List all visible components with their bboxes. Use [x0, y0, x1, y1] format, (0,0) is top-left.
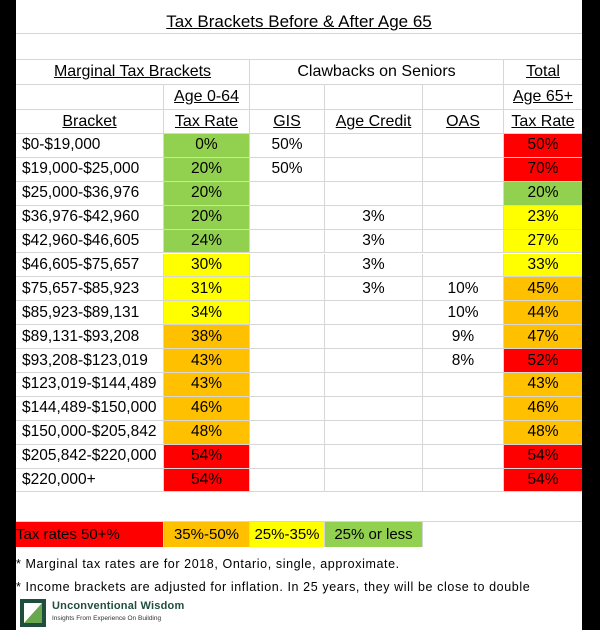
age-credit-cell: 3%	[325, 277, 423, 300]
total-rate-cell: 44%	[504, 301, 582, 324]
section-marginal: Marginal Tax Brackets	[16, 60, 250, 84]
oas-cell	[423, 254, 504, 277]
total-rate-cell: 46%	[504, 397, 582, 420]
note-marginal-rates: * Marginal tax rates are for 2018, Ontario, single, approximate.	[16, 557, 400, 571]
subheader-age-65-plus: Age 65+	[512, 88, 574, 105]
col-oas: OAS	[423, 110, 504, 133]
table-row	[16, 277, 582, 301]
logo-mark-icon	[20, 599, 46, 627]
oas-cell	[423, 158, 504, 181]
tax-rate-cell: 54%	[164, 469, 250, 492]
oas-cell: 10%	[423, 301, 504, 324]
total-rate-cell: 54%	[504, 469, 582, 492]
total-rate-cell: 45%	[504, 277, 582, 300]
tax-rate-cell: 30%	[164, 254, 250, 277]
total-rate-cell: 70%	[504, 158, 582, 181]
gis-cell	[250, 254, 325, 277]
gis-cell	[250, 445, 325, 468]
age-credit-cell	[325, 445, 423, 468]
logo	[20, 597, 220, 629]
page-title: Tax Brackets Before & After Age 65	[166, 11, 432, 31]
column-header-row	[16, 110, 582, 134]
bracket-cell: $46,605-$75,657	[16, 254, 164, 277]
bracket-cell: $205,842-$220,000	[16, 445, 164, 468]
age-credit-cell	[325, 182, 423, 205]
table-row	[16, 373, 582, 397]
gis-cell	[250, 277, 325, 300]
gis-cell: 50%	[250, 134, 325, 157]
logo-tagline: Insights From Experience On Building	[52, 615, 162, 622]
oas-cell	[423, 421, 504, 444]
bracket-cell: $220,000+	[16, 469, 164, 492]
tax-rate-cell: 46%	[164, 397, 250, 420]
section-total: Total	[526, 63, 560, 80]
tax-rate-cell: 43%	[164, 373, 250, 396]
total-rate-cell: 20%	[504, 182, 582, 205]
oas-cell	[423, 134, 504, 157]
total-rate-cell: 43%	[504, 373, 582, 396]
bracket-cell: $85,923-$89,131	[16, 301, 164, 324]
note-inflation: * Income brackets are adjusted for inflation. In 25 years, they will be close to double	[16, 580, 531, 594]
bracket-cell: $93,208-$123,019	[16, 349, 164, 372]
age-credit-cell: 3%	[325, 206, 423, 229]
spacer-row	[16, 34, 582, 60]
gis-cell: 50%	[250, 158, 325, 181]
oas-cell: 9%	[423, 325, 504, 348]
tax-rate-cell: 24%	[164, 230, 250, 253]
oas-cell	[423, 445, 504, 468]
age-credit-cell: 3%	[325, 230, 423, 253]
total-rate-cell: 48%	[504, 421, 582, 444]
table-row	[16, 182, 582, 206]
bracket-cell: $36,976-$42,960	[16, 206, 164, 229]
gis-cell	[250, 397, 325, 420]
bracket-cell: $25,000-$36,976	[16, 182, 164, 205]
age-credit-cell	[325, 469, 423, 492]
tax-rate-cell: 20%	[164, 158, 250, 181]
total-rate-cell: 33%	[504, 254, 582, 277]
total-rate-cell: 54%	[504, 445, 582, 468]
spreadsheet	[16, 0, 582, 630]
col-age-credit: Age Credit	[325, 110, 423, 133]
oas-cell	[423, 469, 504, 492]
table-row	[16, 254, 582, 278]
oas-cell	[423, 373, 504, 396]
tax-rate-cell: 31%	[164, 277, 250, 300]
tax-rate-cell: 20%	[164, 206, 250, 229]
bracket-cell: $19,000-$25,000	[16, 158, 164, 181]
table-row	[16, 158, 582, 182]
total-rate-cell: 47%	[504, 325, 582, 348]
table-row	[16, 445, 582, 469]
tax-rate-cell: 54%	[164, 445, 250, 468]
section-clawbacks: Clawbacks on Seniors	[250, 60, 504, 84]
tax-rate-cell: 0%	[164, 134, 250, 157]
total-rate-cell: 52%	[504, 349, 582, 372]
gis-cell	[250, 301, 325, 324]
subheader-age-0-64: Age 0-64	[164, 85, 250, 109]
table-row	[16, 349, 582, 373]
total-rate-cell: 50%	[504, 134, 582, 157]
col-gis: GIS	[250, 110, 325, 133]
col-tax-rate: Tax Rate	[164, 110, 250, 133]
tax-rate-cell: 43%	[164, 349, 250, 372]
age-credit-cell	[325, 373, 423, 396]
logo-name: Unconventional Wisdom	[52, 600, 185, 612]
age-credit-cell	[325, 349, 423, 372]
age-credit-cell	[325, 158, 423, 181]
bracket-cell: $0-$19,000	[16, 134, 164, 157]
total-rate-cell: 23%	[504, 206, 582, 229]
gis-cell	[250, 469, 325, 492]
gis-cell	[250, 206, 325, 229]
bracket-cell: $123,019-$144,489	[16, 373, 164, 396]
tax-rate-cell: 34%	[164, 301, 250, 324]
oas-cell	[423, 397, 504, 420]
gis-cell	[250, 349, 325, 372]
oas-cell: 8%	[423, 349, 504, 372]
gis-cell	[250, 421, 325, 444]
legend-orange: 35%-50%	[164, 522, 250, 547]
age-credit-cell	[325, 134, 423, 157]
oas-cell	[423, 182, 504, 205]
age-credit-cell: 3%	[325, 254, 423, 277]
col-bracket: Bracket	[16, 110, 164, 133]
age-credit-cell	[325, 325, 423, 348]
bracket-cell: $75,657-$85,923	[16, 277, 164, 300]
age-credit-cell	[325, 421, 423, 444]
gis-cell	[250, 230, 325, 253]
section-header-row	[16, 60, 582, 85]
tax-rate-cell: 48%	[164, 421, 250, 444]
table-row	[16, 397, 582, 421]
table-row	[16, 301, 582, 325]
gis-cell	[250, 182, 325, 205]
oas-cell	[423, 206, 504, 229]
legend-red: Tax rates 50+%	[16, 522, 164, 547]
table-row	[16, 469, 582, 493]
oas-cell: 10%	[423, 277, 504, 300]
table-row	[16, 325, 582, 349]
col-total-tax-rate: Tax Rate	[511, 112, 575, 130]
subheader-row	[16, 85, 582, 110]
table-row	[16, 134, 582, 158]
legend-green: 25% or less	[325, 522, 423, 547]
legend-yellow: 25%-35%	[250, 522, 325, 547]
total-rate-cell: 27%	[504, 230, 582, 253]
table-row	[16, 230, 582, 254]
tax-rate-cell: 38%	[164, 325, 250, 348]
table-row	[16, 206, 582, 230]
table-row	[16, 421, 582, 445]
gis-cell	[250, 373, 325, 396]
title-row	[16, 10, 582, 34]
age-credit-cell	[325, 301, 423, 324]
bracket-cell: $150,000-$205,842	[16, 421, 164, 444]
blank-row	[16, 493, 582, 523]
bracket-cell: $89,131-$93,208	[16, 325, 164, 348]
bracket-cell: $42,960-$46,605	[16, 230, 164, 253]
bracket-cell: $144,489-$150,000	[16, 397, 164, 420]
oas-cell	[423, 230, 504, 253]
tax-rate-cell: 20%	[164, 182, 250, 205]
age-credit-cell	[325, 397, 423, 420]
legend-row	[16, 522, 582, 547]
gis-cell	[250, 325, 325, 348]
